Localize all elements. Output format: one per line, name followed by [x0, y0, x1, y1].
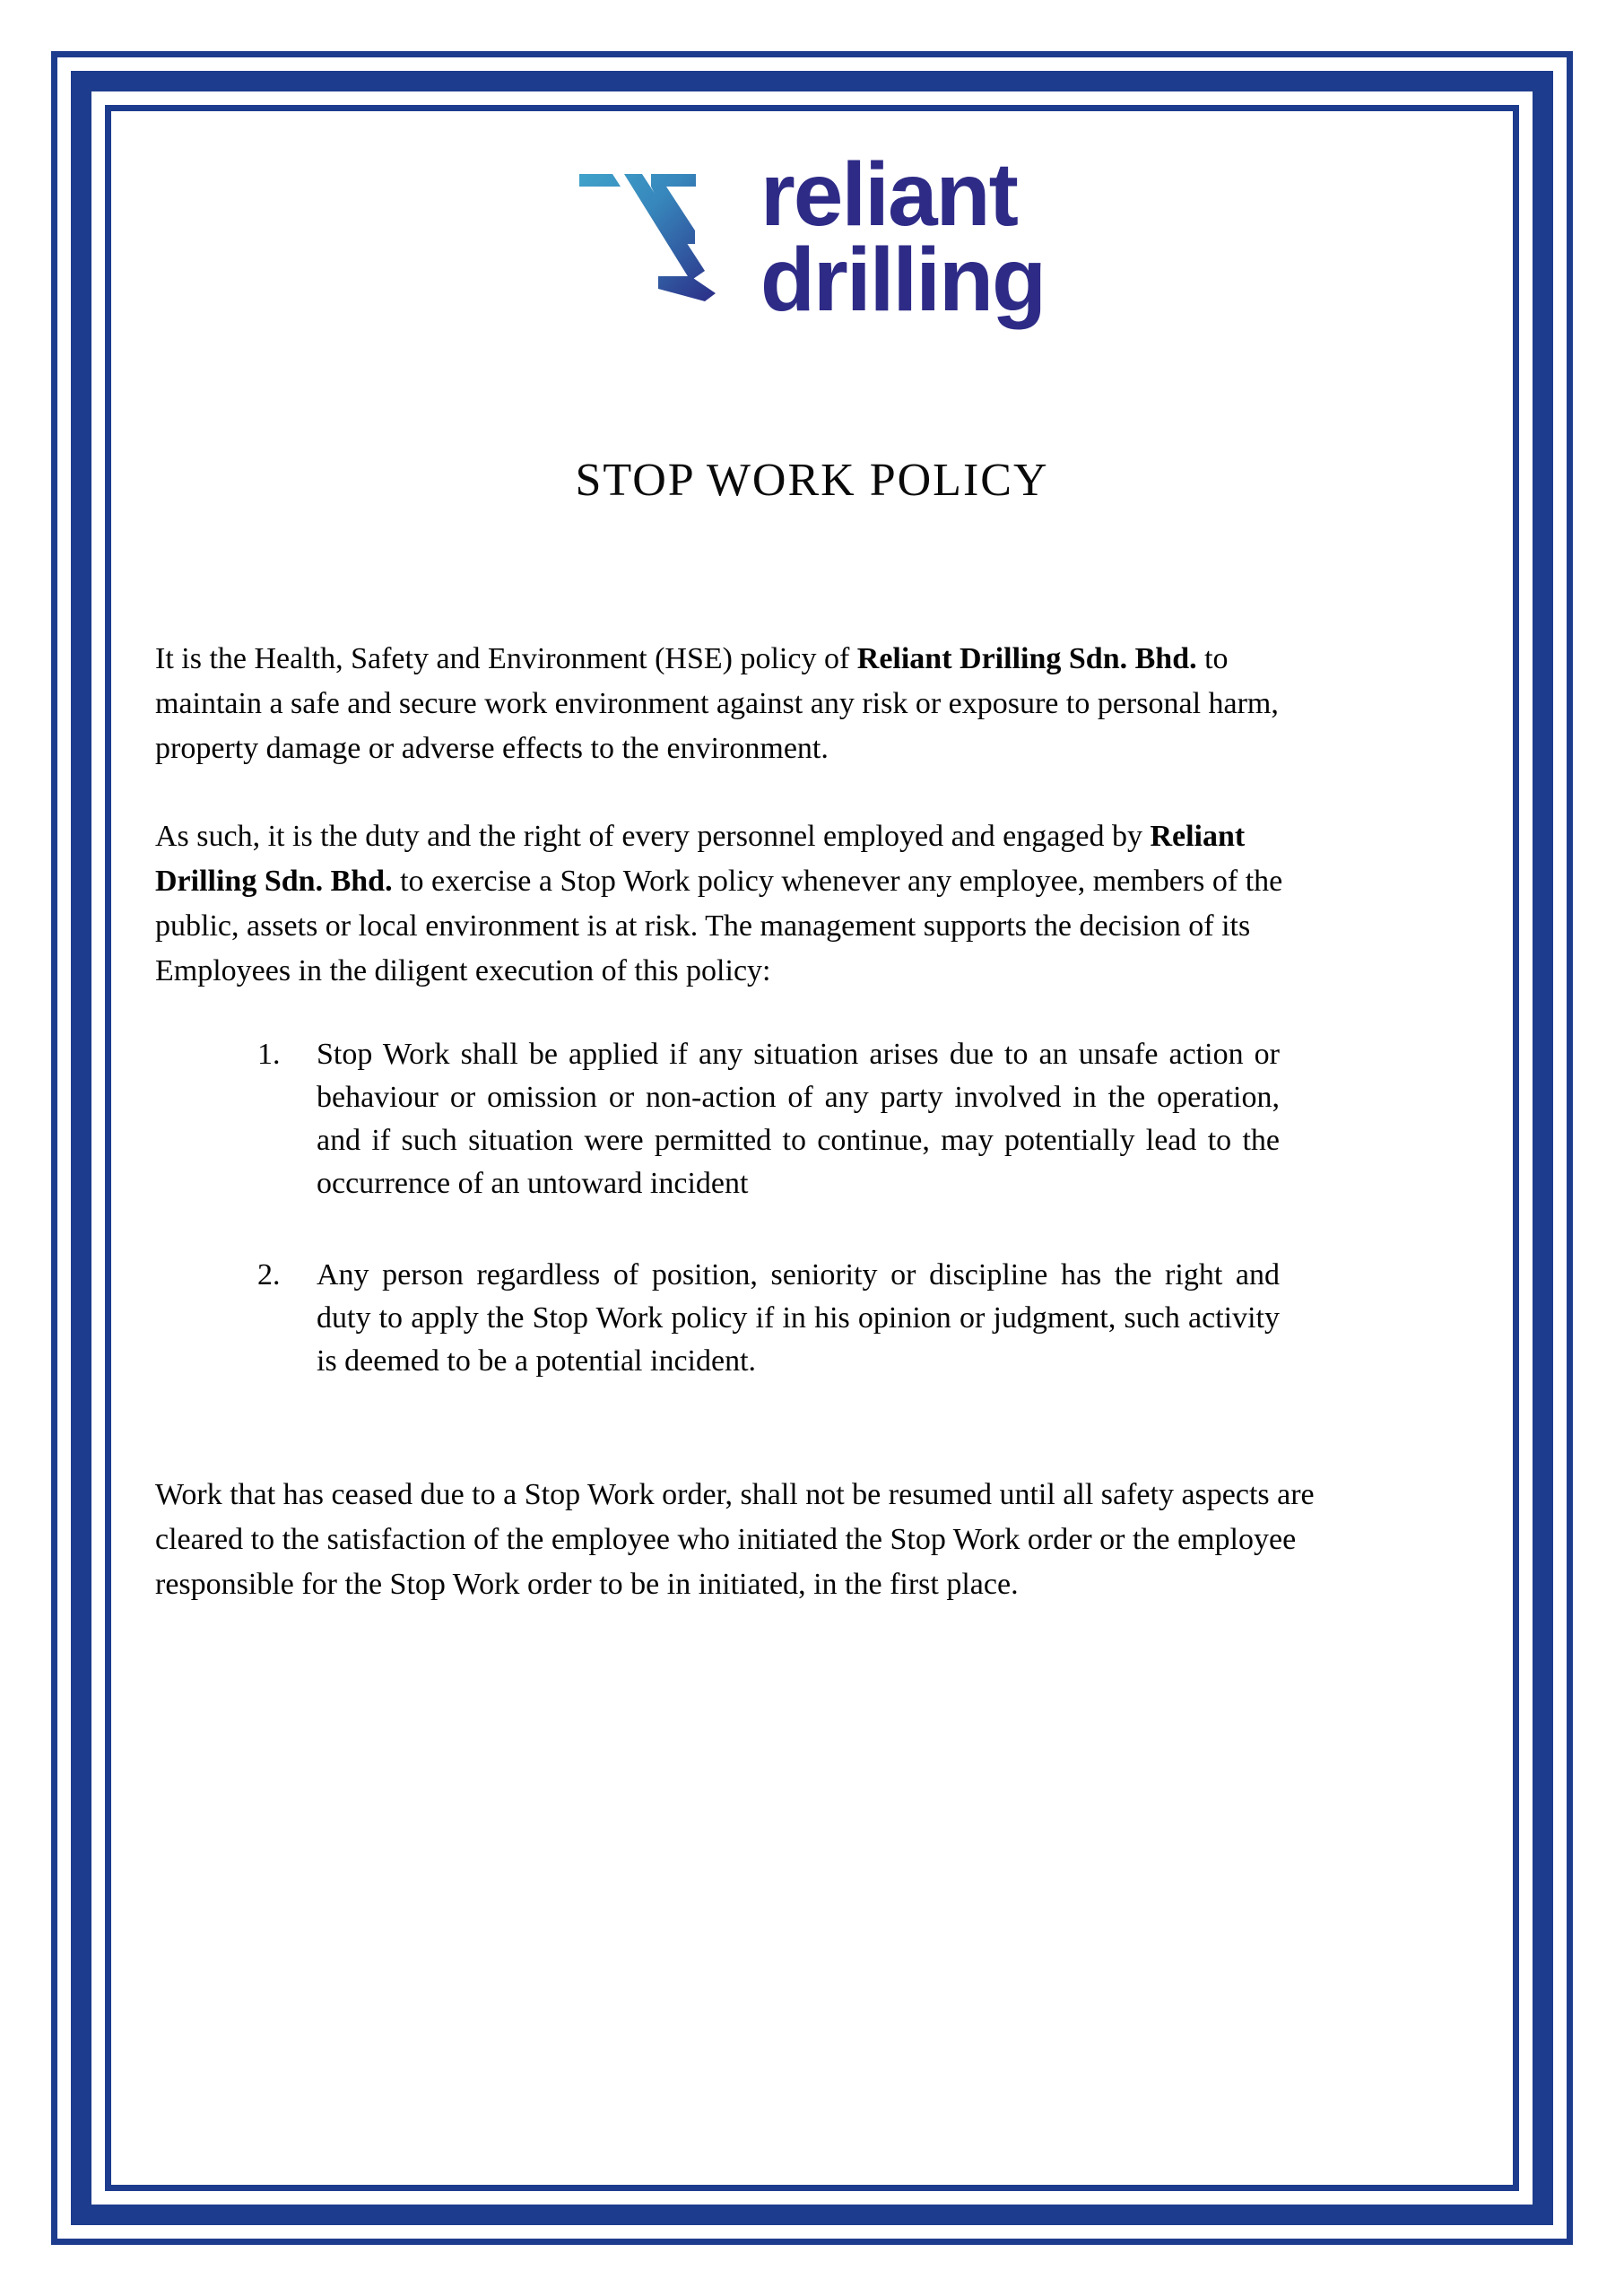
- paragraph-1-text: It is the Health, Safety and Environment (HSE) policy of: [155, 642, 857, 675]
- logo-wordmark: [760, 144, 1046, 330]
- policy-paragraph-1: [155, 637, 1341, 771]
- logo-brand-line2: drilling: [760, 230, 1046, 330]
- paragraph-2-text: As such, it is the duty and the right of every personnel employed and engaged by: [155, 820, 1151, 853]
- paragraph-2-text-continued: to exercise a Stop Work policy whenever any employee, members of the public, assets or local environment is at risk. The management supports the decision of its Employees in the diligent execution of this policy:: [155, 865, 1283, 987]
- policy-list-item-1: [257, 1033, 1280, 1205]
- company-name-bold: Reliant Drilling Sdn. Bhd.: [856, 642, 1197, 675]
- company-logo: [0, 144, 1624, 330]
- policy-list-item-2: [257, 1254, 1280, 1383]
- list-item-2-text: Any person regardless of position, seniority or discipline has the right and duty to apply the Stop Work policy if in his opinion or judgment, such activity is deemed to be a potential incident.: [317, 1258, 1280, 1378]
- policy-paragraph-2: [155, 814, 1341, 994]
- list-item-1-text: Stop Work shall be applied if any situation arises due to an unsafe action or behaviour or omission or non-action of any party involved in the operation, and if such situation were permitted to continue, may potentially lead to the occurrence of an untoward incident: [317, 1038, 1280, 1200]
- paragraph-1-text-continued: to maintain a safe and secure work environment against any risk or exposure to personal harm, property damage or adverse effects to the environment.: [155, 642, 1279, 765]
- policy-paragraph-3: Work that has ceased due to a Stop Work order, shall not be resumed until all safety aspects are cleared to the satisfaction of the employee who initiated the Stop Work order or the employee responsible for the Stop Work order to be in initiated, in the first place.: [155, 1478, 1315, 1601]
- reliant-drilling-logo-icon: [579, 174, 723, 301]
- logo-brand-line1: reliant: [760, 144, 1017, 245]
- list-item-1-number: 1.: [257, 1038, 281, 1071]
- list-item-2-number: 2.: [257, 1258, 281, 1292]
- page-title: STOP WORK POLICY: [575, 455, 1049, 506]
- company-name-bold: Reliant Drilling Sdn. Bhd.: [155, 820, 1246, 898]
